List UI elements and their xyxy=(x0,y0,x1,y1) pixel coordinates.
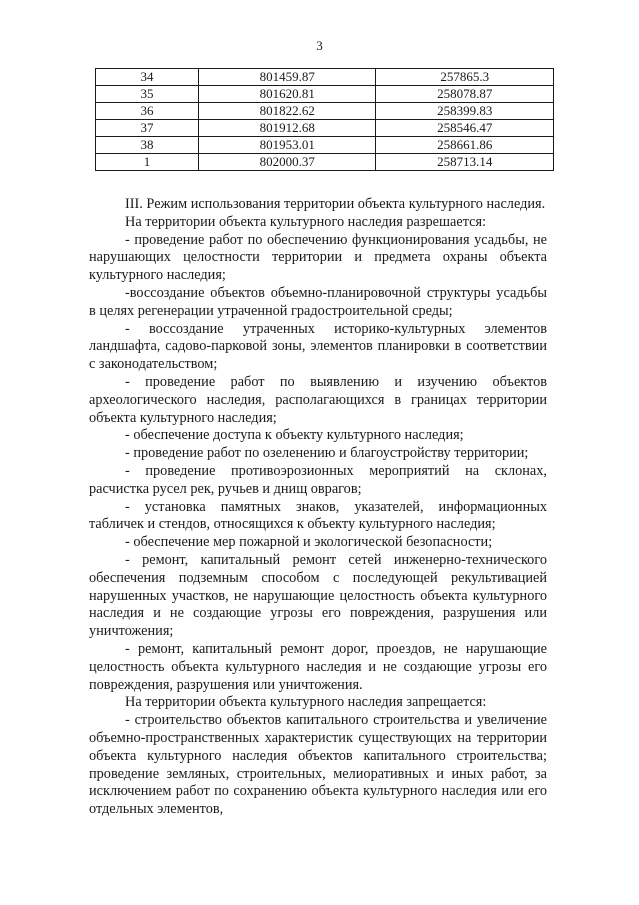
allowed-item: - проведение работ по выявлению и изучению объектов археологического наследия, располагающихся в границах территории объекта культурного наследия; xyxy=(89,373,547,426)
y-coordinate-cell: 258078.87 xyxy=(376,86,554,103)
y-coordinate-cell: 258546.47 xyxy=(376,120,554,137)
y-coordinate-cell: 258661.86 xyxy=(376,137,554,154)
allowed-item: - проведение работ по обеспечению функционирования усадьбы, не нарушающих целостности территории и предмета охраны объекта культурного наследия; xyxy=(89,231,547,284)
prohibited-item: - строительство объектов капитального строительства и увеличение объемно-пространственных характеристик существующих на территории объекта культурного наследия объектов капитального строительства; проведение земляных, строительных, мелиоративных и иных работ, за исключением работ по сохранению объекта культурного наследия или его отдельных элементов, xyxy=(89,712,547,818)
point-number-cell: 1 xyxy=(96,154,199,171)
point-number-cell: 37 xyxy=(96,120,199,137)
point-number-cell: 36 xyxy=(96,103,199,120)
allowed-item: - проведение работ по озеленению и благоустройству территории; xyxy=(125,445,529,462)
x-coordinate-cell: 802000.37 xyxy=(198,154,376,171)
table-row xyxy=(96,120,554,137)
allowed-item: - ремонт, капитальный ремонт сетей инженерно-технического обеспечения подземным способом с последующей рекультивацией нарушенных участков, не нарушающие целостность объекта культурного наследия и не создающие угрозы его повреждения, разрушения или уничтожения; xyxy=(89,551,547,640)
allowed-item: - ремонт, капитальный ремонт дорог, проездов, не нарушающие целостность объекта культурного наследия и не создающие угрозы его повреждения, разрушения или уничтожения. xyxy=(89,640,547,693)
x-coordinate-cell: 801953.01 xyxy=(198,137,376,154)
document-body xyxy=(89,196,547,819)
table-row xyxy=(96,69,554,86)
table-row xyxy=(96,137,554,154)
allowed-item: - проведение противоэрозионных мероприятий на склонах, расчистка русел рек, ручьев и днищ оврагов; xyxy=(89,462,547,497)
x-coordinate-cell: 801459.87 xyxy=(198,69,376,86)
allowed-item: - обеспечение доступа к объекту культурного наследия; xyxy=(125,427,464,444)
page-number: 3 xyxy=(316,38,323,53)
coordinates-table xyxy=(95,68,554,171)
allowed-intro: На территории объекта культурного наследия разрешается: xyxy=(125,213,487,230)
table-row xyxy=(96,103,554,120)
allowed-item: -воссоздание объектов объемно-планировочной структуры усадьбы в целях регенерации утраченной градостроительной среды; xyxy=(89,284,547,319)
point-number-cell: 35 xyxy=(96,86,199,103)
x-coordinate-cell: 801620.81 xyxy=(198,86,376,103)
point-number-cell: 38 xyxy=(96,137,199,154)
prohibited-intro: На территории объекта культурного наследия запрещается: xyxy=(125,694,487,711)
allowed-item: - установка памятных знаков, указателей, информационных табличек и стендов, относящихся к объекту культурного наследия; xyxy=(89,498,547,533)
point-number-cell: 34 xyxy=(96,69,199,86)
y-coordinate-cell: 257865.3 xyxy=(376,69,554,86)
y-coordinate-cell: 258399.83 xyxy=(376,103,554,120)
y-coordinate-cell: 258713.14 xyxy=(376,154,554,171)
allowed-item: - воссоздание утраченных историко-культурных элементов ландшафта, садово-парковой зоны, элементов планировки в соответствии с законодательством; xyxy=(89,320,547,373)
table-row xyxy=(96,86,554,103)
table-row xyxy=(96,154,554,171)
section-heading: III. Режим использования территории объекта культурного наследия. xyxy=(125,196,546,212)
allowed-item: - обеспечение мер пожарной и экологической безопасности; xyxy=(125,534,493,551)
x-coordinate-cell: 801822.62 xyxy=(198,103,376,120)
x-coordinate-cell: 801912.68 xyxy=(198,120,376,137)
